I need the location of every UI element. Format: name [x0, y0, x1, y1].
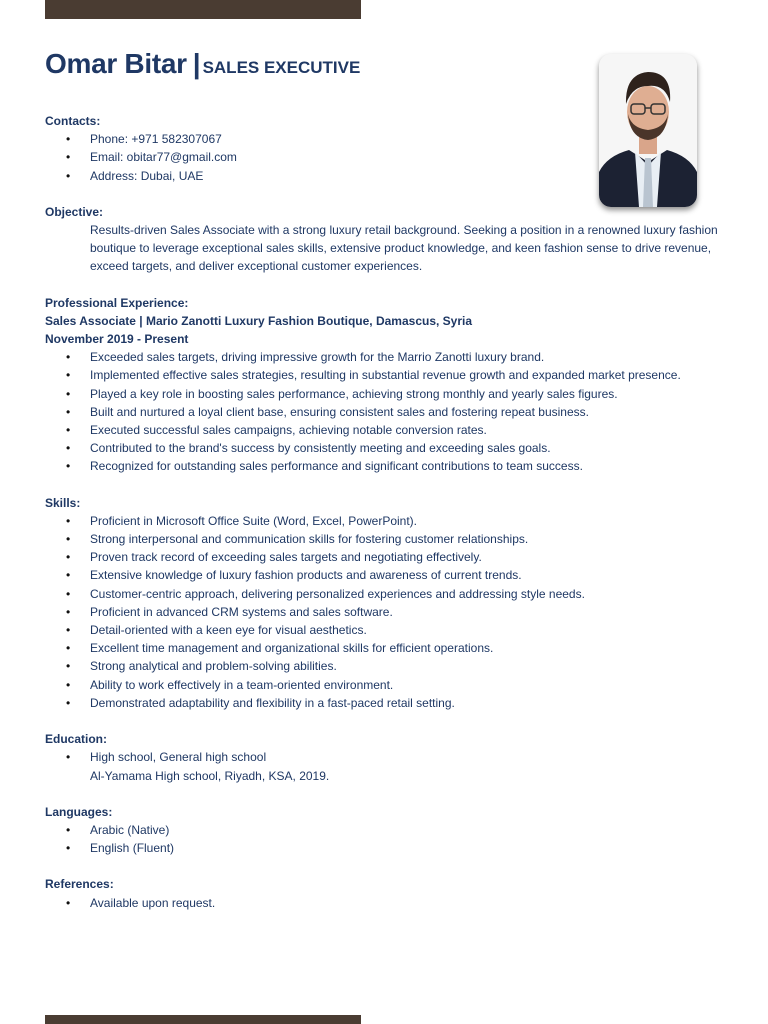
objective-text: Results-driven Sales Associate with a strong luxury retail background. Seeking a position in a renowned luxury fashion boutique to leverage exceptional sales skills, extensive product knowledge, and keen fashion sense to drive revenue, exceed targets, and deliver exceptional customer experiences.: [90, 223, 718, 274]
experience-item: Exceeded sales targets, driving impressive growth for the Marrio Zanotti luxury brand.: [90, 350, 545, 365]
bullet-icon: •: [66, 586, 71, 601]
experience-item: Contributed to the brand's success by consistently meeting and exceeding sales goals.: [90, 441, 551, 456]
list-item: [45, 603, 735, 621]
list-item: [45, 621, 735, 639]
contact-phone: Phone: +971 582307067: [90, 132, 222, 147]
experience-item: Built and nurtured a loyal client base, ensuring consistent sales and fostering repeat business.: [90, 404, 589, 419]
candidate-name: Omar Bitar: [45, 48, 187, 79]
bullet-icon: •: [66, 750, 71, 765]
education-heading: Education:: [45, 732, 107, 747]
bottom-decor-bar: [45, 1015, 361, 1024]
bullet-icon: •: [66, 695, 71, 710]
bullet-icon: •: [66, 459, 71, 474]
list-item: [45, 403, 735, 421]
skill-item: Detail-oriented with a keen eye for visual aesthetics.: [90, 623, 367, 638]
references-list: [45, 894, 735, 912]
bullet-icon: •: [66, 441, 71, 456]
contacts-list: [45, 130, 735, 185]
page-title: [45, 48, 360, 80]
list-item: [45, 439, 735, 457]
bullet-icon: •: [66, 550, 71, 565]
bullet-icon: •: [66, 677, 71, 692]
list-item: [45, 639, 735, 657]
bullet-icon: •: [66, 404, 71, 419]
experience-item: Implemented effective sales strategies, resulting in substantial revenue growth and expanded market presence.: [90, 368, 681, 383]
skill-item: Customer-centric approach, delivering personalized experiences and addressing style needs.: [90, 586, 585, 601]
bullet-icon: •: [66, 623, 71, 638]
bullet-icon: •: [66, 532, 71, 547]
list-item: [45, 512, 735, 530]
education-degree: High school, General high school: [90, 750, 267, 765]
list-item: [45, 548, 735, 566]
contact-address: Address: Dubai, UAE: [90, 168, 204, 183]
list-item: [45, 457, 735, 475]
contacts-heading: Contacts:: [45, 114, 101, 128]
skill-item: Proficient in Microsoft Office Suite (Word, Excel, PowerPoint).: [90, 513, 418, 528]
list-item: [45, 167, 735, 185]
list-item: [45, 839, 735, 857]
list-item: [45, 821, 735, 839]
list-item: [45, 348, 735, 366]
education-school: Al-Yamama High school, Riyadh, KSA, 2019.: [90, 768, 330, 783]
experience-item: Played a key role in boosting sales performance, achieving strong monthly and yearly sales figures.: [90, 386, 618, 401]
education-list: [45, 748, 735, 766]
skills-list: [45, 512, 735, 712]
experience-item: Executed successful sales campaigns, achieving notable conversion rates.: [90, 423, 487, 438]
list-item: [45, 657, 735, 675]
bullet-icon: •: [66, 822, 71, 837]
list-item: [45, 676, 735, 694]
top-decor-bar: [45, 0, 361, 19]
experience-position: Sales Associate | Mario Zanotti Luxury Fashion Boutique, Damascus, Syria: [45, 313, 473, 328]
bullet-icon: •: [66, 132, 71, 147]
bullet-icon: •: [66, 368, 71, 383]
skill-item: Excellent time management and organizational skills for efficient operations.: [90, 641, 494, 656]
bullet-icon: •: [66, 641, 71, 656]
bullet-icon: •: [66, 604, 71, 619]
bullet-icon: •: [66, 423, 71, 438]
skill-item: Proven track record of exceeding sales targets and negotiating effectively.: [90, 550, 482, 565]
bullet-icon: •: [66, 168, 71, 183]
list-item: [45, 385, 735, 403]
title-separator: |: [192, 48, 201, 79]
experience-list: [45, 348, 735, 475]
bullet-icon: •: [66, 895, 71, 910]
contact-email: Email: obitar77@gmail.com: [90, 150, 237, 165]
experience-dates: November 2019 - Present: [45, 332, 189, 347]
bullet-icon: •: [66, 659, 71, 674]
language-item: Arabic (Native): [90, 822, 170, 837]
list-item: [45, 366, 735, 384]
list-item: [45, 421, 735, 439]
list-item: [45, 694, 735, 712]
skill-item: Strong interpersonal and communication skills for fostering customer relationships.: [90, 532, 529, 547]
skill-item: Proficient in advanced CRM systems and sales software.: [90, 604, 393, 619]
languages-list: [45, 821, 735, 857]
list-item: [45, 585, 735, 603]
bullet-icon: •: [66, 841, 71, 856]
experience-item: Recognized for outstanding sales performance and significant contributions to team success.: [90, 459, 583, 474]
objective-heading: Objective:: [45, 204, 104, 219]
references-heading: References:: [45, 877, 114, 892]
skills-heading: Skills:: [45, 495, 81, 510]
reference-item: Available upon request.: [90, 895, 216, 910]
list-item: [45, 566, 735, 584]
skill-item: Strong analytical and problem-solving abilities.: [90, 659, 337, 674]
bullet-icon: •: [66, 513, 71, 528]
resume-body: [45, 112, 735, 912]
skill-item: Extensive knowledge of luxury fashion products and awareness of current trends.: [90, 568, 522, 583]
bullet-icon: •: [66, 568, 71, 583]
list-item: [45, 130, 735, 148]
bullet-icon: •: [66, 150, 71, 165]
skill-item: Demonstrated adaptability and flexibility in a fast-paced retail setting.: [90, 695, 455, 710]
experience-heading: Professional Experience:: [45, 295, 189, 310]
list-item: [45, 894, 735, 912]
bullet-icon: •: [66, 350, 71, 365]
language-item: English (Fluent): [90, 841, 175, 856]
job-title: SALES EXECUTIVE: [202, 58, 361, 77]
skill-item: Ability to work effectively in a team-oriented environment.: [90, 677, 394, 692]
list-item: [45, 530, 735, 548]
bullet-icon: •: [66, 386, 71, 401]
languages-heading: Languages:: [45, 804, 113, 819]
list-item: [45, 148, 735, 166]
list-item: [45, 748, 735, 766]
